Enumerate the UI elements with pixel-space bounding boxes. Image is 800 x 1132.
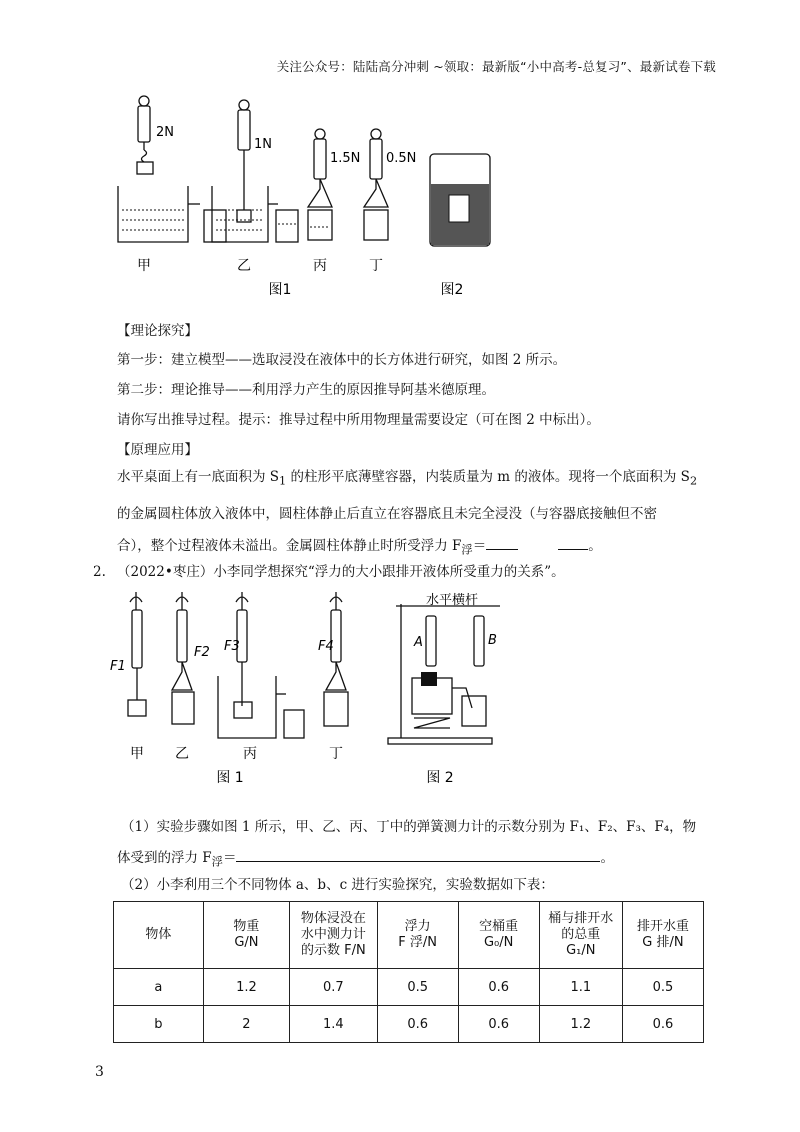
q2-caption-fig2: 图 2	[426, 770, 454, 786]
table-header-line: F 浮/N	[398, 935, 438, 950]
table-header	[377, 902, 458, 969]
table-header-line: 空桶重	[479, 919, 519, 934]
table-cell: 0.6	[622, 1006, 703, 1043]
table-cell: 2	[203, 1006, 289, 1043]
theory-title: 【理论探究】	[117, 323, 198, 339]
svg-text:F3: F3	[224, 639, 240, 654]
table-cell: 0.6	[458, 969, 539, 1006]
table-cell: 0.6	[377, 1006, 458, 1043]
table-cell: 0.7	[290, 969, 378, 1006]
table-header-line: G/N	[234, 935, 259, 950]
table-cell: 0.5	[622, 969, 703, 1006]
table-header-line: 的示数 F/N	[301, 943, 366, 958]
part1-answer-line: 体受到的浮力 $F_浮=$ 。	[117, 847, 614, 872]
question2-text: （2022•枣庄）小李同学想探究“浮力的大小跟排开液体所受重力的关系”。	[117, 564, 565, 580]
theory-prompt: 请你写出推导过程。提示：推导过程中所用物理量需要设定（可在图 2 中标出）。	[117, 412, 600, 428]
table-cell: 0.5	[377, 969, 458, 1006]
part2-text: （2）小李利用三个不同物体 a、b、c 进行实验探究，实验数据如下表：	[121, 877, 554, 893]
table-header-line: 物体	[145, 927, 172, 942]
svg-text:甲: 甲	[130, 746, 144, 762]
page-number: 3	[95, 1064, 104, 1080]
svg-text:F2: F2	[194, 645, 210, 660]
apply-title: 【原理应用】	[117, 442, 198, 458]
table-header-line: G₁/N	[566, 943, 596, 958]
table-cell: a	[114, 969, 204, 1006]
reading-bing: 1.5N	[330, 151, 361, 166]
svg-text:F1: F1	[110, 659, 126, 674]
question2-figure	[110, 588, 510, 788]
svg-text:丁: 丁	[329, 746, 343, 762]
q2-caption-fig1: 图 1	[216, 770, 244, 786]
top-experiment-figure	[100, 92, 520, 304]
table-header	[458, 902, 539, 969]
theory-step2: 第二步：理论推导——利用浮力产生的原因推导阿基米德原理。	[117, 382, 495, 398]
table-header-line: 的总重	[561, 927, 601, 942]
svg-text:乙: 乙	[175, 746, 189, 762]
table-header-line: 桶与排开水	[548, 911, 614, 926]
table-header	[114, 902, 204, 969]
crossbar-label: 水平横杆	[426, 593, 479, 608]
table-cell: 1.1	[539, 969, 622, 1006]
svg-text:乙: 乙	[237, 258, 251, 274]
apply-paragraph: 水平桌面上有一底面积为 $S_1$ 的柱形平底薄壁容器，内装质量为 m 的液体。现将一个底面积为 $S_2$ 的金属圆柱体放入液体中，圆柱体静止后直立在容器底且未完全浸没（与容器底接触但不密 合），整个过程液体未溢出。金属圆柱体静止时所受浮力 $F_浮=$ 。	[117, 469, 698, 557]
table-header-line: 浮力	[404, 919, 431, 934]
svg-text:丙: 丙	[243, 746, 257, 762]
table-header-line: 物体浸没在	[300, 911, 366, 926]
experiment-data-table	[113, 901, 704, 1043]
svg-text:丙: 丙	[313, 258, 327, 274]
svg-text:丁: 丁	[369, 258, 383, 274]
table-cell: 1.4	[290, 1006, 378, 1043]
table-header-line: 物重	[233, 919, 260, 934]
table-row	[114, 1006, 704, 1043]
table-header	[290, 902, 378, 969]
table-header-line: 水中测力计	[300, 927, 366, 942]
caption-fig1: 图1	[268, 282, 292, 298]
table-header-line: 排开水重	[636, 919, 689, 934]
reading-yi: 1N	[254, 137, 272, 152]
svg-text:F4: F4	[318, 639, 334, 654]
table-cell: 1.2	[539, 1006, 622, 1043]
table-header	[539, 902, 622, 969]
svg-text:A: A	[414, 635, 423, 650]
table-header	[203, 902, 289, 969]
theory-step1: 第一步：建立模型——选取浸没在液体中的长方体进行研究，如图 2 所示。	[117, 352, 567, 368]
table-cell: 0.6	[458, 1006, 539, 1043]
svg-text:甲: 甲	[137, 258, 151, 274]
reading-jia: 2N	[156, 125, 174, 140]
table-row	[114, 969, 704, 1006]
caption-fig2: 图2	[440, 282, 464, 298]
table-cell: b	[114, 1006, 204, 1043]
table-cell: 1.2	[203, 969, 289, 1006]
table-header	[622, 902, 703, 969]
svg-text:B: B	[488, 633, 497, 648]
table-header-line: G 排/N	[642, 935, 684, 950]
page-header: 关注公众号：陆陆高分冲刺 ~领取：最新版“小中高考-总复习”、最新试卷下载	[276, 59, 716, 74]
table-header-line: G₀/N	[483, 935, 514, 950]
question2-number: 2.	[93, 564, 106, 580]
reading-ding: 0.5N	[386, 151, 417, 166]
part1-text: （1）实验步骤如图 1 所示，甲、乙、丙、丁中的弹簧测力计的示数分别为 F₁、F₂、F₃、F₄，物	[121, 819, 697, 835]
